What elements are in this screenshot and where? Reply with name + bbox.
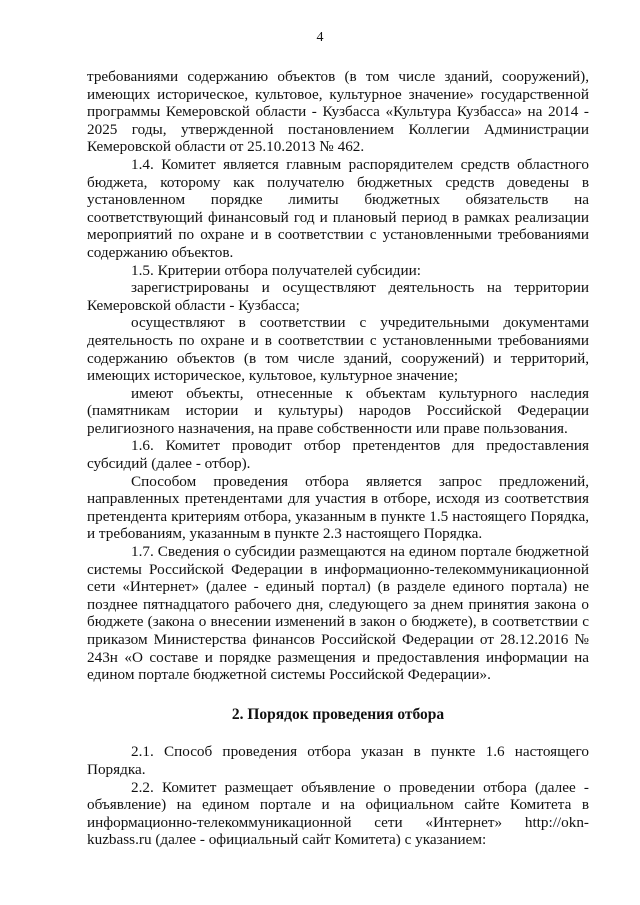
criterion-registered: зарегистрированы и осуществляют деятельность на территории Кемеровской области - Кузбасса; bbox=[87, 279, 589, 314]
paragraph-1-7: 1.7. Сведения о субсидии размещаются на едином портале бюджетной системы Российской Федерации в информационно-телекоммуникационной сети «Интернет» (далее - единый портал) (в разделе единого портала) не позднее пятнадцатого рабочего дня, следующего за днем принятия закона о бюджете (закона о внесении изменений в закон о бюджете), в соответствии с приказом Министерства финансов Российской Федерации от 28.12.2016 № 243н «О составе и порядке размещения и предоставления информации на едином портале бюджетной системы Российской Федерации». bbox=[87, 543, 589, 684]
page-number: 4 bbox=[316, 30, 324, 45]
criterion-activity: осуществляют в соответствии с учредительными документами деятельность по охране и в соответствии с установленными требованиями содержанию объектов (в том числе зданий, сооружений) и территорий, имеющих историческое, культовое, культурное значение; bbox=[87, 314, 589, 385]
section-heading: 2. Порядок проведения отбора bbox=[231, 705, 445, 723]
paragraph-selection-method: Способом проведения отбора является запрос предложений, направленных претендентами для участия в отборе, исходя из соответствия претендента критериям отбора, указанным в пункте 1.5 настоящего Порядка, и требованиям, указанным в пункте 2.3 настоящего Порядка. bbox=[87, 472, 589, 543]
paragraph-2-1: 2.1. Способ проведения отбора указан в пункте 1.6 настоящего Порядка. bbox=[87, 743, 589, 778]
paragraph-continuation: требованиями содержанию объектов (в том числе зданий, сооружений), имеющих историческое, культовое, культурное значение» государственной программы Кемеровской области - Кузбасса «Культура Кузбасса» на 2014 - 2025 годы, утвержденной постановлением Коллегии Администрации Кемеровской области от 25.10.2013 № 462. bbox=[87, 68, 589, 156]
spacer bbox=[87, 723, 589, 743]
paragraph-1-5: 1.5. Критерии отбора получателей субсидии: bbox=[131, 261, 421, 279]
paragraph-2-2: 2.2. Комитет размещает объявление о проведении отбора (далее - объявление) на едином портале и на официальном сайте Комитета в информационно-телекоммуникационной сети «Интернет» http://okn-kuzbass.ru (далее - официальный сайт Комитета) с указанием: bbox=[87, 778, 589, 849]
criterion-objects: имеют объекты, отнесенные к объектам культурного наследия (памятникам истории и культуры) народов Российской Федерации религиозного назначения, на праве собственности или праве пользования. bbox=[87, 384, 589, 437]
paragraph-1-6: 1.6. Комитет проводит отбор претендентов для предоставления субсидий (далее - отбор). bbox=[87, 437, 589, 473]
paragraph-1-4: 1.4. Комитет является главным распорядителем средств областного бюджета, которому как получателю бюджетных средств доведены в установленном порядке лимиты бюджетных обязательств на соответствующий финансовый год и плановый период в рамках реализации мероприятий по охране и в соответствии с установленными требованиями содержанию объектов. bbox=[87, 155, 589, 261]
document-body bbox=[87, 68, 589, 849]
spacer bbox=[87, 684, 589, 706]
